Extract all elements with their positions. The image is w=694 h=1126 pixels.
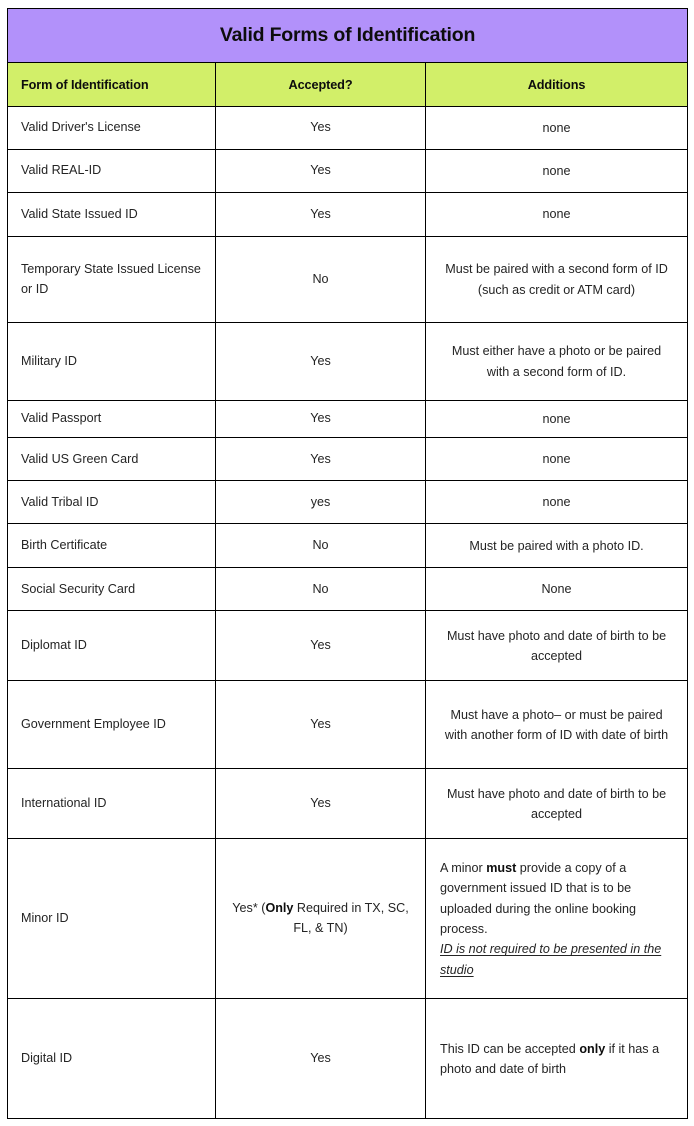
- cell-additions: none: [426, 438, 688, 481]
- cell-additions: Must be paired with a photo ID.: [426, 524, 688, 568]
- table-body: [8, 9, 688, 1119]
- accepted-text-part1: Yes* (: [232, 901, 266, 916]
- cell-accepted: Yes: [216, 323, 426, 401]
- column-header-form: Form of Identification: [8, 63, 216, 107]
- table-row: [8, 524, 688, 568]
- cell-additions: None: [426, 568, 688, 611]
- cell-accepted: Yes: [216, 769, 426, 839]
- cell-accepted: yes: [216, 481, 426, 524]
- table-row: [8, 150, 688, 193]
- cell-accepted: Yes: [216, 999, 426, 1119]
- cell-form: Birth Certificate: [8, 524, 216, 568]
- cell-additions: none: [426, 107, 688, 150]
- cell-form: Valid State Issued ID: [8, 193, 216, 237]
- cell-form: Military ID: [8, 323, 216, 401]
- cell-form: Minor ID: [8, 839, 216, 999]
- cell-additions: none: [426, 193, 688, 237]
- cell-additions: [426, 839, 688, 999]
- table-row: [8, 401, 688, 438]
- title-row: [8, 9, 688, 63]
- cell-accepted: Yes: [216, 681, 426, 769]
- additions-paragraph: [440, 858, 673, 940]
- cell-form: Social Security Card: [8, 568, 216, 611]
- page-title: Valid Forms of Identification: [219, 24, 476, 46]
- header-row: [8, 63, 688, 107]
- table-row: [8, 481, 688, 524]
- table-row: [8, 323, 688, 401]
- cell-accepted: Yes: [216, 107, 426, 150]
- accepted-text-part2: Required in TX, SC, FL, & TN): [293, 901, 409, 935]
- cell-accepted: Yes: [216, 611, 426, 681]
- cell-accepted: No: [216, 568, 426, 611]
- column-header-additions: Additions: [426, 63, 688, 107]
- table-row: [8, 681, 688, 769]
- cell-additions: Must have photo and date of birth to be accepted: [426, 611, 688, 681]
- valid-id-table: [7, 8, 688, 1119]
- cell-additions: none: [426, 401, 688, 438]
- cell-additions: Must be paired with a second form of ID (such as credit or ATM card): [426, 237, 688, 323]
- cell-form: Government Employee ID: [8, 681, 216, 769]
- additions-text-bold: only: [579, 1041, 606, 1056]
- additions-text-part1: This ID can be accepted: [440, 1041, 580, 1056]
- table-row: [8, 999, 688, 1119]
- additions-text-part2: if it has a photo and date of birth: [440, 1041, 660, 1076]
- table-row: [8, 107, 688, 150]
- table-row: [8, 438, 688, 481]
- cell-additions: [426, 999, 688, 1119]
- cell-accepted: No: [216, 237, 426, 323]
- additions-text-part2: provide a copy of a government issued ID that is to be uploaded during the online booking process.: [440, 860, 637, 936]
- cell-additions: none: [426, 150, 688, 193]
- accepted-text-bold: Only: [265, 901, 294, 916]
- additions-italic-underline-note: ID is not required to be presented in the studio: [440, 942, 662, 977]
- cell-additions: Must have photo and date of birth to be accepted: [426, 769, 688, 839]
- cell-additions: none: [426, 481, 688, 524]
- cell-accepted: Yes: [216, 438, 426, 481]
- additions-text-part1: A minor: [440, 860, 487, 875]
- table-row: [8, 568, 688, 611]
- additions-text-bold: must: [486, 860, 517, 875]
- cell-accepted: Yes: [216, 150, 426, 193]
- cell-form: Valid Tribal ID: [8, 481, 216, 524]
- cell-form: International ID: [8, 769, 216, 839]
- cell-additions: Must either have a photo or be paired with a second form of ID.: [426, 323, 688, 401]
- cell-accepted: No: [216, 524, 426, 568]
- cell-accepted: Yes: [216, 193, 426, 237]
- table-row: [8, 611, 688, 681]
- column-header-accepted: Accepted?: [216, 63, 426, 107]
- cell-accepted: Yes: [216, 401, 426, 438]
- table-row: [8, 193, 688, 237]
- table-title-cell: [8, 9, 688, 63]
- cell-form: Digital ID: [8, 999, 216, 1119]
- cell-form: Valid Passport: [8, 401, 216, 438]
- table-row: [8, 237, 688, 323]
- cell-form: Valid US Green Card: [8, 438, 216, 481]
- cell-form: Valid REAL-ID: [8, 150, 216, 193]
- cell-form: Valid Driver's License: [8, 107, 216, 150]
- cell-additions: Must have a photo– or must be paired with another form of ID with date of birth: [426, 681, 688, 769]
- cell-form: Diplomat ID: [8, 611, 216, 681]
- table-row: [8, 769, 688, 839]
- cell-accepted: [216, 839, 426, 999]
- cell-form: Temporary State Issued License or ID: [8, 237, 216, 323]
- table-row: [8, 839, 688, 999]
